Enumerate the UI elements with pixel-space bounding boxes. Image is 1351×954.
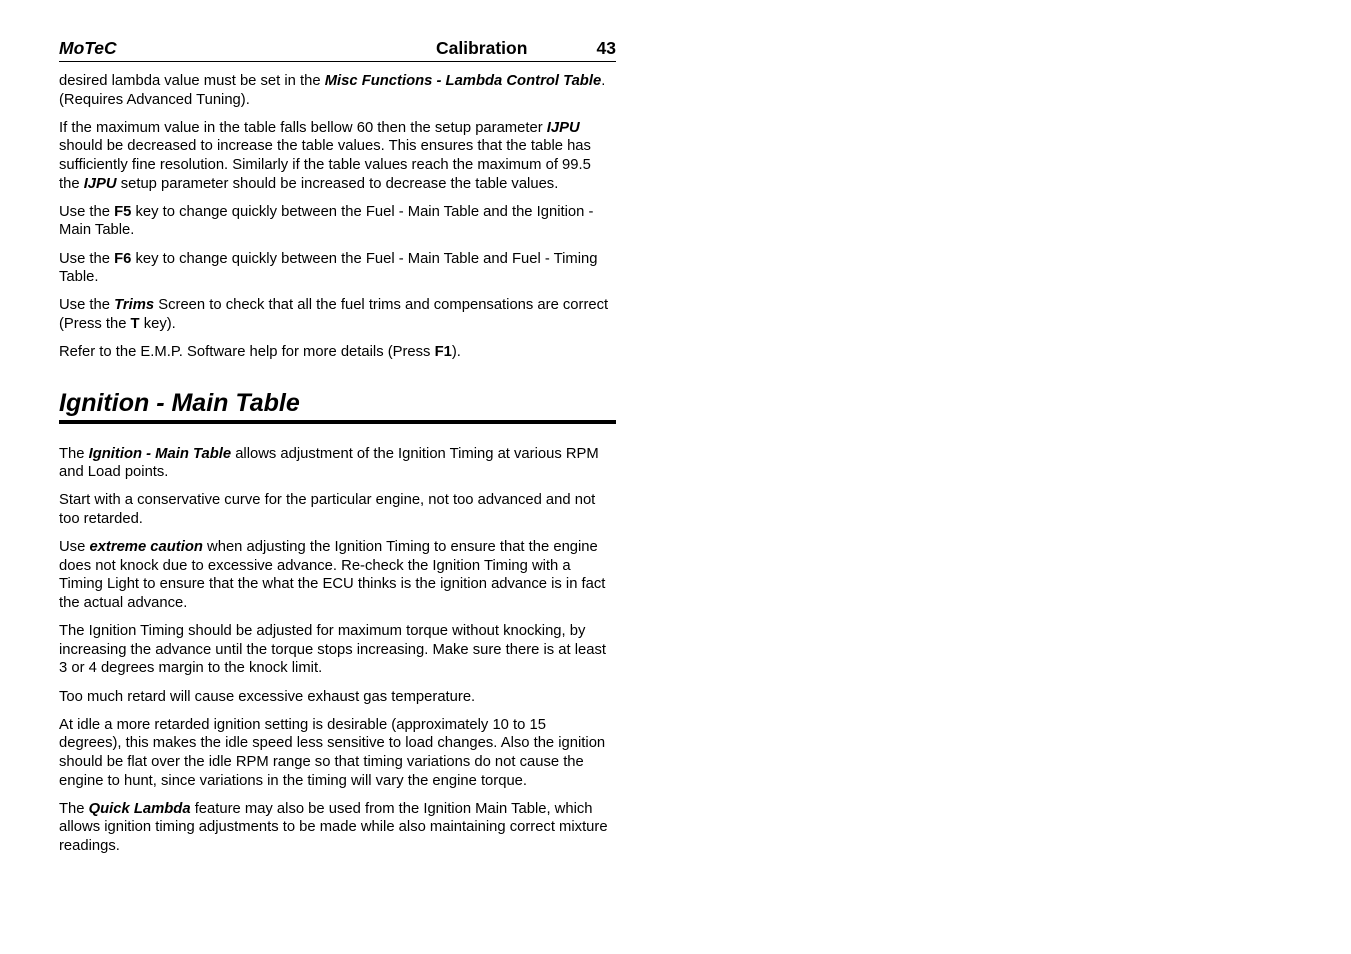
- emphasis-text: extreme caution: [89, 539, 203, 556]
- page-header: [59, 38, 616, 62]
- paragraph-quick-lambda: The Quick Lambda feature may also be used from the Ignition Main Table, which allows ignition timing adjustments to be made while also maintaining correct mixture readings.: [59, 800, 608, 854]
- paragraph-max-torque: The Ignition Timing should be adjusted for maximum torque without knocking, by increasing the advance until the torque stops increasing. Make sure there is at least 3 or 4 degrees margin to the knock limit.: [59, 623, 606, 677]
- paragraph-trims-screen: Use the Trims Screen to check that all the fuel trims and compensations are correct (Press the T key).: [59, 297, 609, 332]
- emphasis-text: Misc Functions - Lambda Control Table: [324, 73, 602, 89]
- key-text: F1: [434, 344, 452, 361]
- paragraph-ijpu: If the maximum value in the table falls bellow 60 then the setup parameter IJPU should be decreased to increase the table values. This ensures that the table has sufficiently fine resolution. Similarly if the table values reach the maximum of 99.5 the IJPU setup parameter should be increased to decrease the table values.: [59, 119, 591, 192]
- key-text: T: [130, 315, 140, 332]
- paragraph-idle-setting: At idle a more retarded ignition setting is desirable (approximately 10 to 15 degrees), this makes the idle speed less sensitive to load changes. Also the ignition should be flat over the idle RPM range so that timing variations do not cause the engine to hunt, since variations in the timing will vary the engine torque.: [59, 716, 606, 789]
- paragraph-too-much-retard: Too much retard will cause excessive exhaust gas temperature.: [59, 688, 476, 705]
- key-text: F5: [114, 203, 132, 220]
- paragraph-f5-key: Use the F5 key to change quickly between the Fuel - Main Table and the Ignition - Main Table.: [59, 203, 594, 239]
- paragraph-lambda-control: desired lambda value must be set in the Misc Functions - Lambda Control Table. (Requires Advanced Tuning).: [59, 73, 606, 108]
- paragraph-f6-key: Use the F6 key to change quickly between the Fuel - Main Table and Fuel - Timing Table.: [59, 250, 598, 286]
- paragraph-software-help: Refer to the E.M.P. Software help for more details (Press F1).: [59, 344, 461, 361]
- emphasis-text: IJPU: [546, 119, 580, 136]
- page-content: [59, 72, 616, 856]
- document-page: [59, 38, 616, 865]
- paragraph-ignition-intro: The Ignition - Main Table allows adjustment of the Ignition Timing at various RPM and Load points.: [59, 445, 599, 481]
- header-section-title: Calibration: [436, 38, 528, 58]
- key-text: F6: [114, 250, 132, 267]
- emphasis-text: Trims: [114, 297, 155, 314]
- emphasis-text: IJPU: [83, 175, 117, 192]
- paragraph-conservative-curve: Start with a conservative curve for the particular engine, not too advanced and not too retarded.: [59, 492, 596, 528]
- intro-block: [59, 72, 616, 362]
- header-brand: MoTeC: [59, 38, 117, 58]
- section-heading: Ignition - Main Table: [59, 388, 616, 424]
- header-page-number: 43: [596, 38, 616, 58]
- emphasis-text: Quick Lambda: [88, 800, 191, 817]
- emphasis-text: Ignition - Main Table: [88, 445, 232, 462]
- ignition-section-body: [59, 445, 616, 856]
- paragraph-extreme-caution: Use extreme caution when adjusting the Ignition Timing to ensure that the engine does not knock due to excessive advance. Re-check the Ignition Timing with a Timing Light to ensure that the what the ECU thinks is the ignition advance is in fact the actual advance.: [59, 539, 606, 612]
